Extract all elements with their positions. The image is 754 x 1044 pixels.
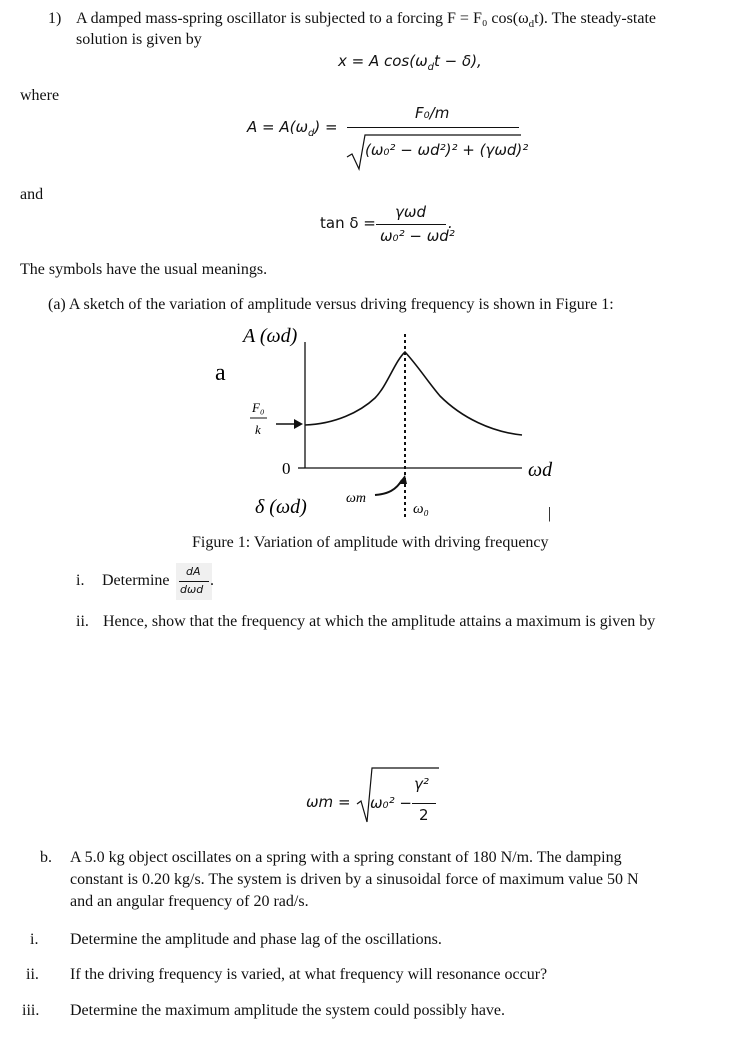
where-label: where (20, 87, 60, 104)
amp-lhs-a: A = A(ω (247, 118, 309, 136)
part-b-item-ii-number: ii. (26, 966, 39, 983)
panel-letter: a (215, 360, 226, 386)
sub-i-number: i. (76, 572, 85, 589)
solution-equation (338, 52, 482, 73)
amp-lhs-b: ) = (314, 118, 338, 136)
tan-lhs: tan δ = (320, 214, 376, 232)
solution-eq-sub: d (427, 62, 435, 73)
k-label: k (255, 422, 261, 437)
sub-i-period: . (210, 572, 214, 589)
part-b-item-iii-text: Determine the maximum amplitude the system could possibly have. (70, 1002, 506, 1019)
part-b-item-i-text: Determine the amplitude and phase lag of the oscillations. (70, 931, 442, 948)
part-b-item-iii-number: iii. (22, 1002, 40, 1019)
omega-m-radicand: ω₀² − (370, 794, 412, 812)
omega-m-denominator: 2 (419, 806, 429, 824)
omega-m-arrow-head (398, 475, 407, 484)
delta-label: δ (ωd) (255, 496, 307, 518)
part-a-text: (a) A sketch of the variation of amplitude versus driving frequency is shown in Figure 1: (48, 296, 614, 313)
f0-label: F₀ (252, 400, 265, 415)
omega-m-numerator: γ² (414, 775, 429, 793)
amplitude-numerator: F₀/m (415, 104, 450, 122)
omega-m-lhs: ωm = (306, 793, 351, 811)
tan-denominator: ω₀² − ωd² (380, 227, 455, 245)
symbols-note: The symbols have the usual meanings. (20, 261, 268, 278)
f0-arrow-head (294, 419, 303, 429)
intro-sub: d (528, 18, 535, 31)
sub-ii-text: Hence, show that the frequency at which the amplitude attains a maximum is given by (103, 613, 656, 630)
y-axis-label: A (ωd) (243, 325, 298, 347)
tick-mark: | (548, 505, 552, 522)
part-b-item-i-number: i. (30, 931, 39, 948)
tan-numerator: γωd (395, 203, 426, 221)
omega-m-label: ωm (346, 491, 366, 506)
solution-eq-b: t − δ), (434, 52, 482, 70)
x-axis-label: ωd (528, 459, 553, 481)
part-b-label: b. (40, 849, 52, 866)
amp-lhs-sub: d (308, 128, 315, 139)
tan-period: . (448, 214, 453, 232)
sub-ii-number: ii. (76, 613, 89, 630)
derivative-bar (179, 581, 209, 582)
solution-eq-a: x = A cos(ω (338, 52, 428, 70)
intro-text-a: A damped mass-spring oscillator is subjected to a forcing F = F₀ cos(ω (76, 10, 529, 27)
amplitude-curve (305, 352, 522, 435)
part-b-item-ii-text: If the driving frequency is varied, at what frequency will resonance occur? (70, 966, 548, 983)
amplitude-lhs (247, 118, 338, 139)
zero-label: 0 (282, 459, 291, 478)
tan-fraction-bar (376, 224, 446, 225)
amplitude-fraction-bar (347, 127, 519, 128)
figure-1 (200, 318, 580, 528)
part-b-line-2: constant is 0.20 kg/s. The system is driven by a sinusoidal force of maximum value 50 N (70, 871, 639, 888)
derivative-numerator: dA (186, 565, 201, 578)
and-label: and (20, 186, 44, 203)
sub-i-text: Determine (102, 572, 170, 589)
part-b-line-3: and an angular frequency of 20 rad/s. (70, 893, 309, 910)
intro-text-b: t). The steady-state (534, 10, 657, 27)
derivative-denominator: dωd (180, 583, 204, 596)
omega-m-fraction-bar (412, 803, 436, 804)
figure-caption: Figure 1: Variation of amplitude with driving frequency (192, 534, 549, 551)
question-number: 1) (48, 10, 62, 27)
omega-0-label: ω₀ (413, 501, 429, 517)
part-b-line-1: A 5.0 kg object oscillates on a spring with a spring constant of 180 N/m. The damping (70, 849, 622, 866)
omega-m-arrow (375, 480, 402, 495)
amplitude-denominator: (ω₀² − ωd²)² + (γωd)² (365, 141, 529, 159)
intro-line-2: solution is given by (76, 31, 202, 48)
